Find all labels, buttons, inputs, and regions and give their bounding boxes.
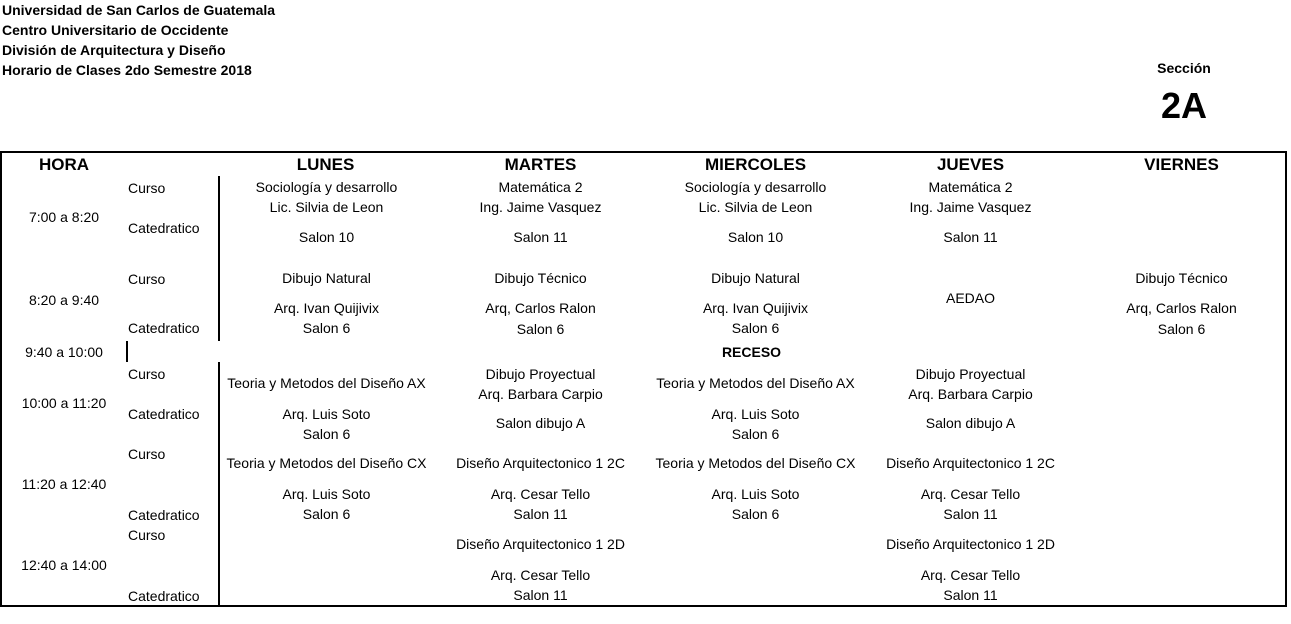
room-name: Salon dibujo A (495, 415, 586, 431)
section-label: Sección (1157, 60, 1211, 76)
course-name: Dibujo Técnico (1135, 270, 1228, 286)
university-name: Universidad de San Carlos de Guatemala (2, 2, 276, 18)
receso-banner: RECESO (218, 341, 1287, 364)
teacher-name: Arq. Cesar Tello (490, 486, 591, 502)
course-name: Teoria y Metodos del Diseño CX (226, 455, 427, 471)
room-name: Salon 6 (516, 321, 565, 337)
teacher-name: Ing. Jaime Vasquez (909, 199, 1032, 215)
course-name: Diseño Arquitectonico 1 2D (456, 536, 625, 552)
class-cell (218, 176, 435, 260)
room-name: Salon 6 (302, 320, 351, 336)
curso-label: Curso (128, 180, 166, 196)
class-cell (1078, 258, 1287, 343)
teacher-name: Arq. Luis Soto (282, 406, 371, 422)
teacher-name: Arq, Carlos Ralon (485, 300, 596, 316)
empty-class-cell (648, 524, 865, 607)
time-cell: 10:00 a 11:20 (0, 362, 128, 445)
schedule-title: Horario de Clases 2do Semestre 2018 (2, 62, 252, 78)
room-name: Salon 6 (731, 320, 780, 336)
teacher-name: Lic. Silvia de Leon (698, 199, 813, 215)
teacher-name: Arq. Cesar Tello (920, 486, 1021, 502)
catedratico-label: Catedratico (128, 406, 200, 422)
course-name: AEDAO (945, 290, 995, 306)
room-name: Salon dibujo A (925, 415, 1016, 431)
course-name: Dibujo Técnico (494, 270, 587, 286)
time-cell: 7:00 a 8:20 (0, 176, 128, 260)
section-value: 2A (1160, 85, 1208, 126)
teacher-name: Arq. Barbara Carpio (478, 386, 603, 402)
class-cell (863, 362, 1080, 445)
course-name: Diseño Arquitectonico 1 2C (886, 455, 1055, 471)
room-name: Salon 6 (302, 426, 351, 442)
time-cell: 11:20 a 12:40 (0, 443, 128, 526)
row-labels (126, 362, 220, 443)
day-header-lunes: LUNES (218, 151, 435, 178)
catedratico-label: Catedratico (128, 220, 200, 236)
empty-class-cell (218, 524, 435, 607)
teacher-name: Ing. Jaime Vasquez (479, 199, 602, 215)
room-name: Salon 6 (1157, 321, 1206, 337)
class-cell (433, 362, 650, 445)
course-name: Teoria y Metodos del Diseño AX (227, 375, 426, 391)
course-name: Matemática 2 (928, 179, 1013, 195)
class-cell (218, 362, 435, 445)
catedratico-label: Catedratico (128, 320, 200, 336)
teacher-name: Arq, Carlos Ralon (1126, 300, 1237, 316)
curso-label: Curso (128, 527, 166, 543)
empty-class-cell (1078, 362, 1287, 445)
empty-class-cell (1078, 176, 1287, 260)
class-cell (433, 524, 650, 607)
row-labels (126, 258, 220, 341)
day-header-miercoles: MIERCOLES (648, 151, 865, 178)
empty-class-cell (1078, 443, 1287, 526)
class-cell (863, 176, 1080, 260)
class-cell (648, 258, 865, 343)
class-cell (218, 258, 435, 343)
curso-label: Curso (128, 366, 166, 382)
room-name: Salon 6 (731, 426, 780, 442)
room-name: Salon 10 (298, 229, 355, 245)
division-name: División de Arquitectura y Diseño (2, 42, 226, 58)
room-name: Salon 11 (513, 506, 568, 522)
room-name: Salon 11 (943, 506, 998, 522)
room-name: Salon 10 (727, 229, 784, 245)
class-cell (863, 443, 1080, 526)
class-cell (433, 258, 650, 343)
class-cell (648, 176, 865, 260)
teacher-name: Arq. Ivan Quijivix (273, 300, 380, 316)
row-labels (126, 176, 220, 258)
class-cell (648, 362, 865, 445)
class-cell (648, 443, 865, 526)
class-cell (218, 443, 435, 526)
course-name: Diseño Arquitectonico 1 2D (886, 536, 1055, 552)
course-name: Dibujo Proyectual (915, 366, 1026, 382)
room-name: Salon 11 (943, 229, 998, 245)
room-name: Salon 11 (513, 229, 568, 245)
label-header (126, 151, 220, 178)
course-name: Sociología y desarrollo (255, 179, 398, 195)
room-name: Salon 11 (513, 587, 568, 603)
room-name: Salon 11 (943, 587, 998, 603)
class-cell (433, 443, 650, 526)
time-cell: 9:40 a 10:00 (0, 341, 128, 364)
course-name: Teoria y Metodos del Diseño CX (655, 455, 856, 471)
course-name: Dibujo Natural (282, 270, 371, 286)
curso-label: Curso (128, 446, 166, 462)
teacher-name: Arq. Cesar Tello (490, 567, 591, 583)
campus-name: Centro Universitario de Occidente (2, 22, 229, 38)
day-header-jueves: JUEVES (863, 151, 1080, 178)
class-cell-aedao (863, 258, 1080, 343)
row-labels (126, 443, 220, 524)
day-header-viernes: VIERNES (1078, 151, 1287, 178)
hora-header: HORA (0, 151, 128, 178)
time-cell: 8:20 a 9:40 (0, 258, 128, 343)
room-name: Salon 6 (731, 506, 780, 522)
course-name: Teoria y Metodos del Diseño AX (656, 375, 855, 391)
catedratico-label: Catedratico (128, 507, 200, 523)
empty-class-cell (1078, 524, 1287, 607)
row-labels (126, 524, 220, 607)
teacher-name: Arq. Luis Soto (711, 406, 800, 422)
curso-label: Curso (128, 271, 166, 287)
course-name: Dibujo Proyectual (485, 366, 596, 382)
teacher-name: Arq. Ivan Quijivix (702, 300, 809, 316)
course-name: Diseño Arquitectonico 1 2C (456, 455, 625, 471)
teacher-name: Lic. Silvia de Leon (269, 199, 384, 215)
room-name: Salon 6 (302, 506, 351, 522)
course-name: Dibujo Natural (711, 270, 800, 286)
teacher-name: Arq. Luis Soto (711, 486, 800, 502)
catedratico-label: Catedratico (128, 588, 200, 604)
course-name: Sociología y desarrollo (684, 179, 827, 195)
course-name: Matemática 2 (498, 179, 583, 195)
teacher-name: Arq. Barbara Carpio (908, 386, 1033, 402)
class-cell (863, 524, 1080, 607)
class-cell (433, 176, 650, 260)
teacher-name: Arq. Cesar Tello (920, 567, 1021, 583)
teacher-name: Arq. Luis Soto (282, 486, 371, 502)
day-header-martes: MARTES (433, 151, 650, 178)
time-cell: 12:40 a 14:00 (0, 524, 128, 607)
